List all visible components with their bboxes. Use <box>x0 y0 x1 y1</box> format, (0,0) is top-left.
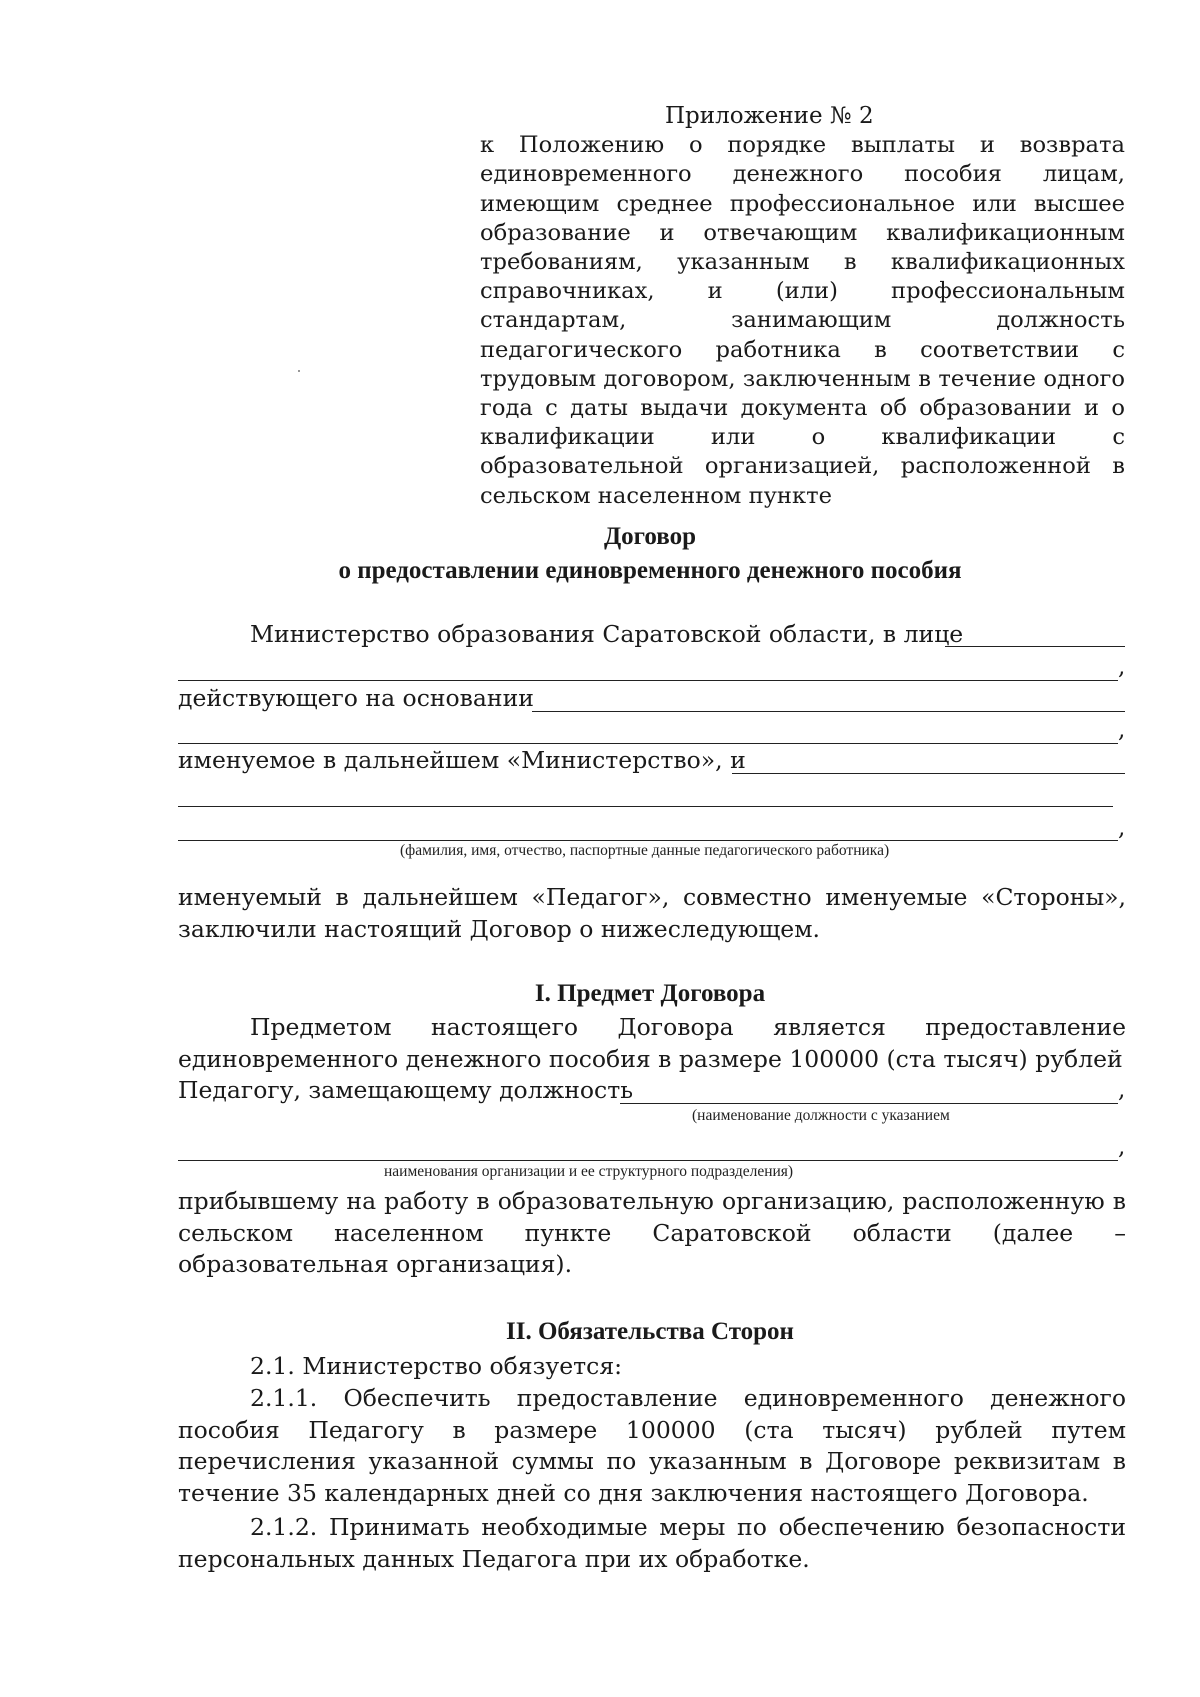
clause-2-1: 2.1. Министерство обязуется: <box>250 1352 623 1380</box>
comma: , <box>1118 815 1126 841</box>
position-label: Педагогу, замещающему должность <box>178 1076 634 1104</box>
position-fill-line <box>620 1103 1118 1104</box>
section-2-title: II. Обязательства Сторон <box>506 1318 794 1345</box>
referred-ministry: именуемое в дальнейшем «Министерство», и <box>178 746 746 774</box>
scan-speck <box>298 370 300 372</box>
comma: , <box>1118 1077 1126 1103</box>
appendix-title: Приложение № 2 <box>665 103 874 129</box>
contract-title-line-1: Договор <box>603 523 697 550</box>
section-1-text-start: Предметом настоящего Договора является предоставление единовременного денежного пособия в размере 100000 (ста тысяч) рублей <box>178 1013 1126 1073</box>
comma: , <box>1118 654 1126 680</box>
clause-2-1-2: 2.1.2. Принимать необходимые меры по обеспечению безопасности персональных данных Педагога при их обработке. <box>178 1513 1126 1573</box>
section-1-title: I. Предмет Договора <box>534 980 766 1007</box>
referred-teacher-paragraph: именуемый в дальнейшем «Педагог», совместно именуемые «Стороны», заключили настоящий Договор о нижеследующем. <box>178 883 1126 943</box>
acting-basis-label: действующего на основании <box>178 684 534 712</box>
organization-fill-line <box>178 1160 1118 1161</box>
contract-title <box>0 520 1200 588</box>
position-caption-2: наименования организации и ее структурного подразделения) <box>384 1163 794 1180</box>
section-1-text-end: прибывшему на работу в образовательную организацию, расположенную в сельском населенном пункте Саратовской области (далее – образовательная организация). <box>178 1187 1126 1279</box>
basis-fill-line-2 <box>178 743 1118 744</box>
representative-fill-line-2 <box>178 680 1118 681</box>
teacher-caption: (фамилия, имя, отчество, паспортные данные педагогического работника) <box>400 842 890 859</box>
teacher-fill-line-3 <box>178 840 1118 841</box>
representative-fill-line <box>945 646 1125 647</box>
basis-fill-line <box>532 711 1125 712</box>
contract-title-line-2: о предоставлении единовременного денежного пособия <box>338 557 962 584</box>
clause-2-1-1: 2.1.1. Обеспечить предоставление единовременного денежного пособия Педагогу в размере 100000 (ста тысяч) рублей путем перечисления указанной суммы по указанным в Договоре реквизитам в течение 35 календарных дней со дня заключения настоящего Договора. <box>178 1384 1126 1508</box>
ministry-intro: Министерство образования Саратовской области, в лице <box>250 620 964 648</box>
teacher-fill-line <box>732 773 1125 774</box>
appendix-header <box>480 102 1125 511</box>
position-caption-1: (наименование должности с указанием <box>692 1107 950 1124</box>
comma: , <box>1118 717 1126 743</box>
teacher-fill-line-2 <box>178 806 1113 807</box>
comma: , <box>1118 1134 1126 1160</box>
appendix-body: к Положению о порядке выплаты и возврата единовременного денежного пособия лицам, имеющим среднее профессиональное или высшее образование и отвечающим квалификационным требованиям, указанным в квалификационных справочниках, и (или) профессиональным стандартам, занимающим должность педагогического работника в соответствии с трудовым договором, заключенным в течение одного года с даты выдачи документа об образовании и о квалификации или о квалификации с образовательной организацией, расположенной в сельском населенном пункте <box>480 132 1125 509</box>
